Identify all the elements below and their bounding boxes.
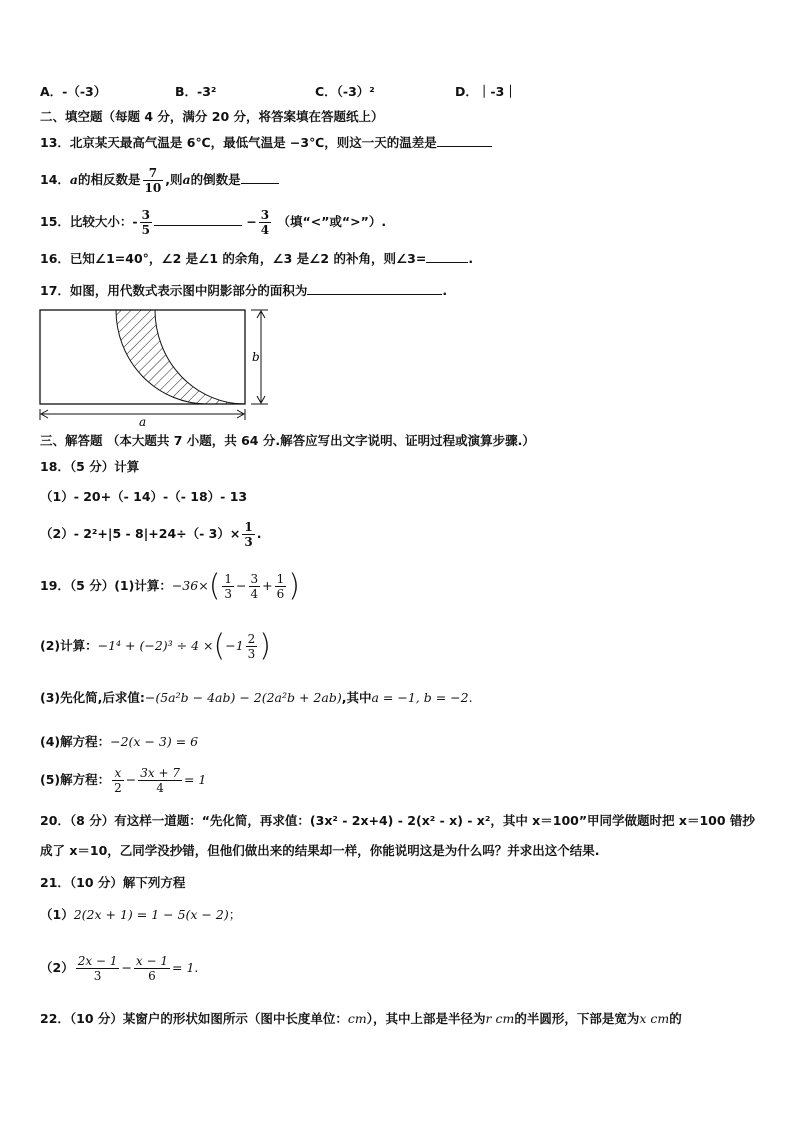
- answer-blank: [307, 282, 442, 295]
- math-expr: 2(2x + 1) = 1 − 5(x − 2): [73, 907, 229, 922]
- numerator: 2: [247, 632, 256, 646]
- q17-tail: .: [442, 283, 448, 298]
- option-b: B．-3²: [175, 84, 217, 99]
- fraction: [246, 632, 258, 661]
- denominator: 10: [144, 181, 162, 195]
- q18-part-2: [40, 514, 261, 554]
- paren-close: ): [259, 628, 272, 664]
- q18-part2-expr: （2）- 2²+|5 - 8|+24÷（- 3）×: [40, 526, 241, 541]
- q20-line-2: 成了 x＝10，乙同学没抄错，但他们做出来的结果却一样，你能说明这是为什么吗？并求出这个结果.: [40, 843, 600, 858]
- q22-text: ），其中上部是半径为: [366, 1011, 486, 1026]
- question-17: [40, 282, 447, 300]
- denominator: 3: [247, 647, 256, 661]
- q19-part-2: [40, 624, 271, 668]
- math-expr: = 1: [183, 772, 207, 787]
- math-unit: cm: [347, 1011, 367, 1026]
- q19-p3-text: ,其中: [341, 690, 372, 705]
- fraction: [140, 208, 152, 237]
- q19-part-5: [40, 760, 206, 800]
- section-2-heading: 二、填空题（每题 4 分，满分 20 分，将答案填在答题纸上）: [40, 109, 384, 124]
- math-unit: x cm: [639, 1011, 670, 1026]
- paren-open: (: [208, 568, 221, 604]
- denominator: 6: [276, 587, 285, 601]
- q16-text: 16．已知∠1=40°，∠2 是∠1 的余角，∠3 是∠2 的补角，则∠3=: [40, 251, 427, 266]
- q16-tail: .: [468, 251, 474, 266]
- numerator: 1: [224, 572, 233, 586]
- hatched-region: [116, 310, 245, 404]
- numerator: 3: [141, 208, 150, 222]
- option-d: D．｜-3｜: [455, 84, 517, 99]
- q22-text: 的半圆形，下部是宽为: [514, 1011, 640, 1026]
- numerator: x: [112, 766, 124, 781]
- fraction: [249, 572, 261, 601]
- section-3-heading: 三、解答题 （本大题共 7 小题，共 64 分.解答应写出文字说明、证明过程或演算步骤.）: [40, 433, 535, 448]
- q15-label: 15．比较大小：-: [40, 214, 138, 229]
- q14-text: 的相反数是: [78, 172, 141, 187]
- label-a: a: [139, 415, 147, 429]
- math-expr: −(5a²b − 4ab) − 2(2a²b + 2ab): [144, 690, 342, 705]
- denominator: 3: [244, 535, 253, 549]
- fraction: [275, 572, 287, 601]
- q19-p3-label: (3)先化简,后求值:: [40, 690, 145, 705]
- fraction: [138, 766, 182, 795]
- option-c: C．（-3）²: [315, 84, 375, 99]
- q22-text: 的: [669, 1011, 682, 1026]
- numerator: 1: [244, 520, 253, 534]
- q19-p5-label: (5)解方程：: [40, 772, 111, 787]
- operator: −: [236, 578, 247, 593]
- question-15: [40, 202, 386, 242]
- question-13: [40, 134, 492, 152]
- numerator: 2x − 1: [77, 954, 118, 968]
- q19-part-3: [40, 689, 473, 707]
- denominator: 2: [114, 781, 122, 795]
- question-14: [40, 160, 279, 200]
- math-expr: a = −1, b = −2: [371, 690, 469, 705]
- shaded-area-figure: [36, 306, 276, 430]
- q14-var: a: [69, 172, 79, 187]
- math-expr: = 1: [172, 960, 195, 975]
- fraction: [259, 208, 271, 237]
- denominator: 3: [224, 587, 233, 601]
- q14-text: 的倒数是: [190, 172, 241, 187]
- q19-part-4: [40, 733, 198, 751]
- fraction: [242, 520, 254, 549]
- operator: −: [121, 960, 132, 975]
- operator: +: [262, 578, 273, 593]
- paren-open: (: [213, 628, 226, 664]
- q21-title: 21．（10 分）解下列方程: [40, 875, 186, 890]
- q19-p2-label: (2)计算：: [40, 638, 98, 653]
- q22-text: 22．（10 分）某窗户的形状如图所示（图中长度单位：: [40, 1011, 348, 1026]
- q21-p1-label: （1）: [40, 907, 74, 922]
- answer-blank: [241, 171, 279, 184]
- q20-line-1: 20．（8 分）有这样一道题：“先化简，再求值：(3x² - 2x+4) - 2(x² - x) - x²，其中 x＝100”甲同学做题时把 x＝100 错抄: [40, 813, 755, 828]
- math-unit: r cm: [485, 1011, 515, 1026]
- math-expr: −36×: [171, 578, 209, 593]
- q21-p2-tail: .: [194, 960, 199, 975]
- math-expr: −2(x − 3) = 6: [110, 734, 199, 749]
- answer-blank: [437, 134, 492, 147]
- q19-p4-label: (4)解方程：: [40, 734, 111, 749]
- q19-p3-tail: .: [468, 690, 473, 705]
- paren-close: ): [288, 568, 301, 604]
- denominator: 5: [141, 223, 150, 237]
- q13-text: 13．北京某天最高气温是 6℃，最低气温是 −3℃，则这一天的温差是: [40, 135, 437, 150]
- q18-tail: .: [256, 526, 262, 541]
- q17-text: 17．如图，用代数式表示图中阴影部分的面积为: [40, 283, 308, 298]
- math-expr: −1: [225, 638, 244, 653]
- denominator: 4: [156, 781, 164, 795]
- denominator: 3: [93, 969, 102, 983]
- answer-blank: [154, 213, 242, 226]
- numerator: x − 1: [135, 954, 169, 968]
- q18-part-1: （1）- 20+（- 14）-（- 18）- 13: [40, 489, 248, 504]
- question-22: [40, 1010, 682, 1028]
- minus-sign: −: [246, 214, 257, 229]
- numerator: 3: [260, 208, 270, 222]
- label-b: b: [252, 350, 260, 364]
- operator: −: [125, 772, 137, 787]
- fraction: [143, 166, 164, 195]
- question-16: [40, 250, 473, 268]
- fraction: [134, 954, 170, 983]
- numerator: 3x + 7: [140, 766, 180, 780]
- q19-p1-label: 19．（5 分）(1)计算：: [40, 578, 172, 593]
- numerator: 1: [276, 572, 285, 586]
- denominator: 6: [148, 969, 156, 983]
- math-expr: −1⁴ + (−2)³ ÷ 4 ×: [97, 638, 214, 653]
- denominator: 4: [250, 587, 259, 601]
- q19-part-1: [40, 564, 300, 608]
- fraction: [112, 766, 124, 795]
- numerator: 7: [143, 166, 164, 181]
- answer-blank: [426, 250, 468, 263]
- q18-title: 18．（5 分）计算: [40, 459, 140, 474]
- q21-p2-label: （2）: [40, 960, 74, 975]
- q21-p1-tail: ；: [228, 907, 242, 922]
- fraction: [76, 954, 120, 983]
- q14-number: 14．: [40, 172, 70, 187]
- q21-part-2: [40, 948, 198, 988]
- q21-part-1: [40, 906, 241, 924]
- q14-var: a: [182, 172, 191, 187]
- option-a: A．-（-3）: [40, 84, 107, 99]
- numerator: 3: [250, 572, 259, 586]
- q15-tail: （填“<”或“>”）.: [277, 214, 387, 229]
- q14-text: ,则: [165, 172, 183, 187]
- fraction: [222, 572, 234, 601]
- denominator: 4: [260, 223, 270, 237]
